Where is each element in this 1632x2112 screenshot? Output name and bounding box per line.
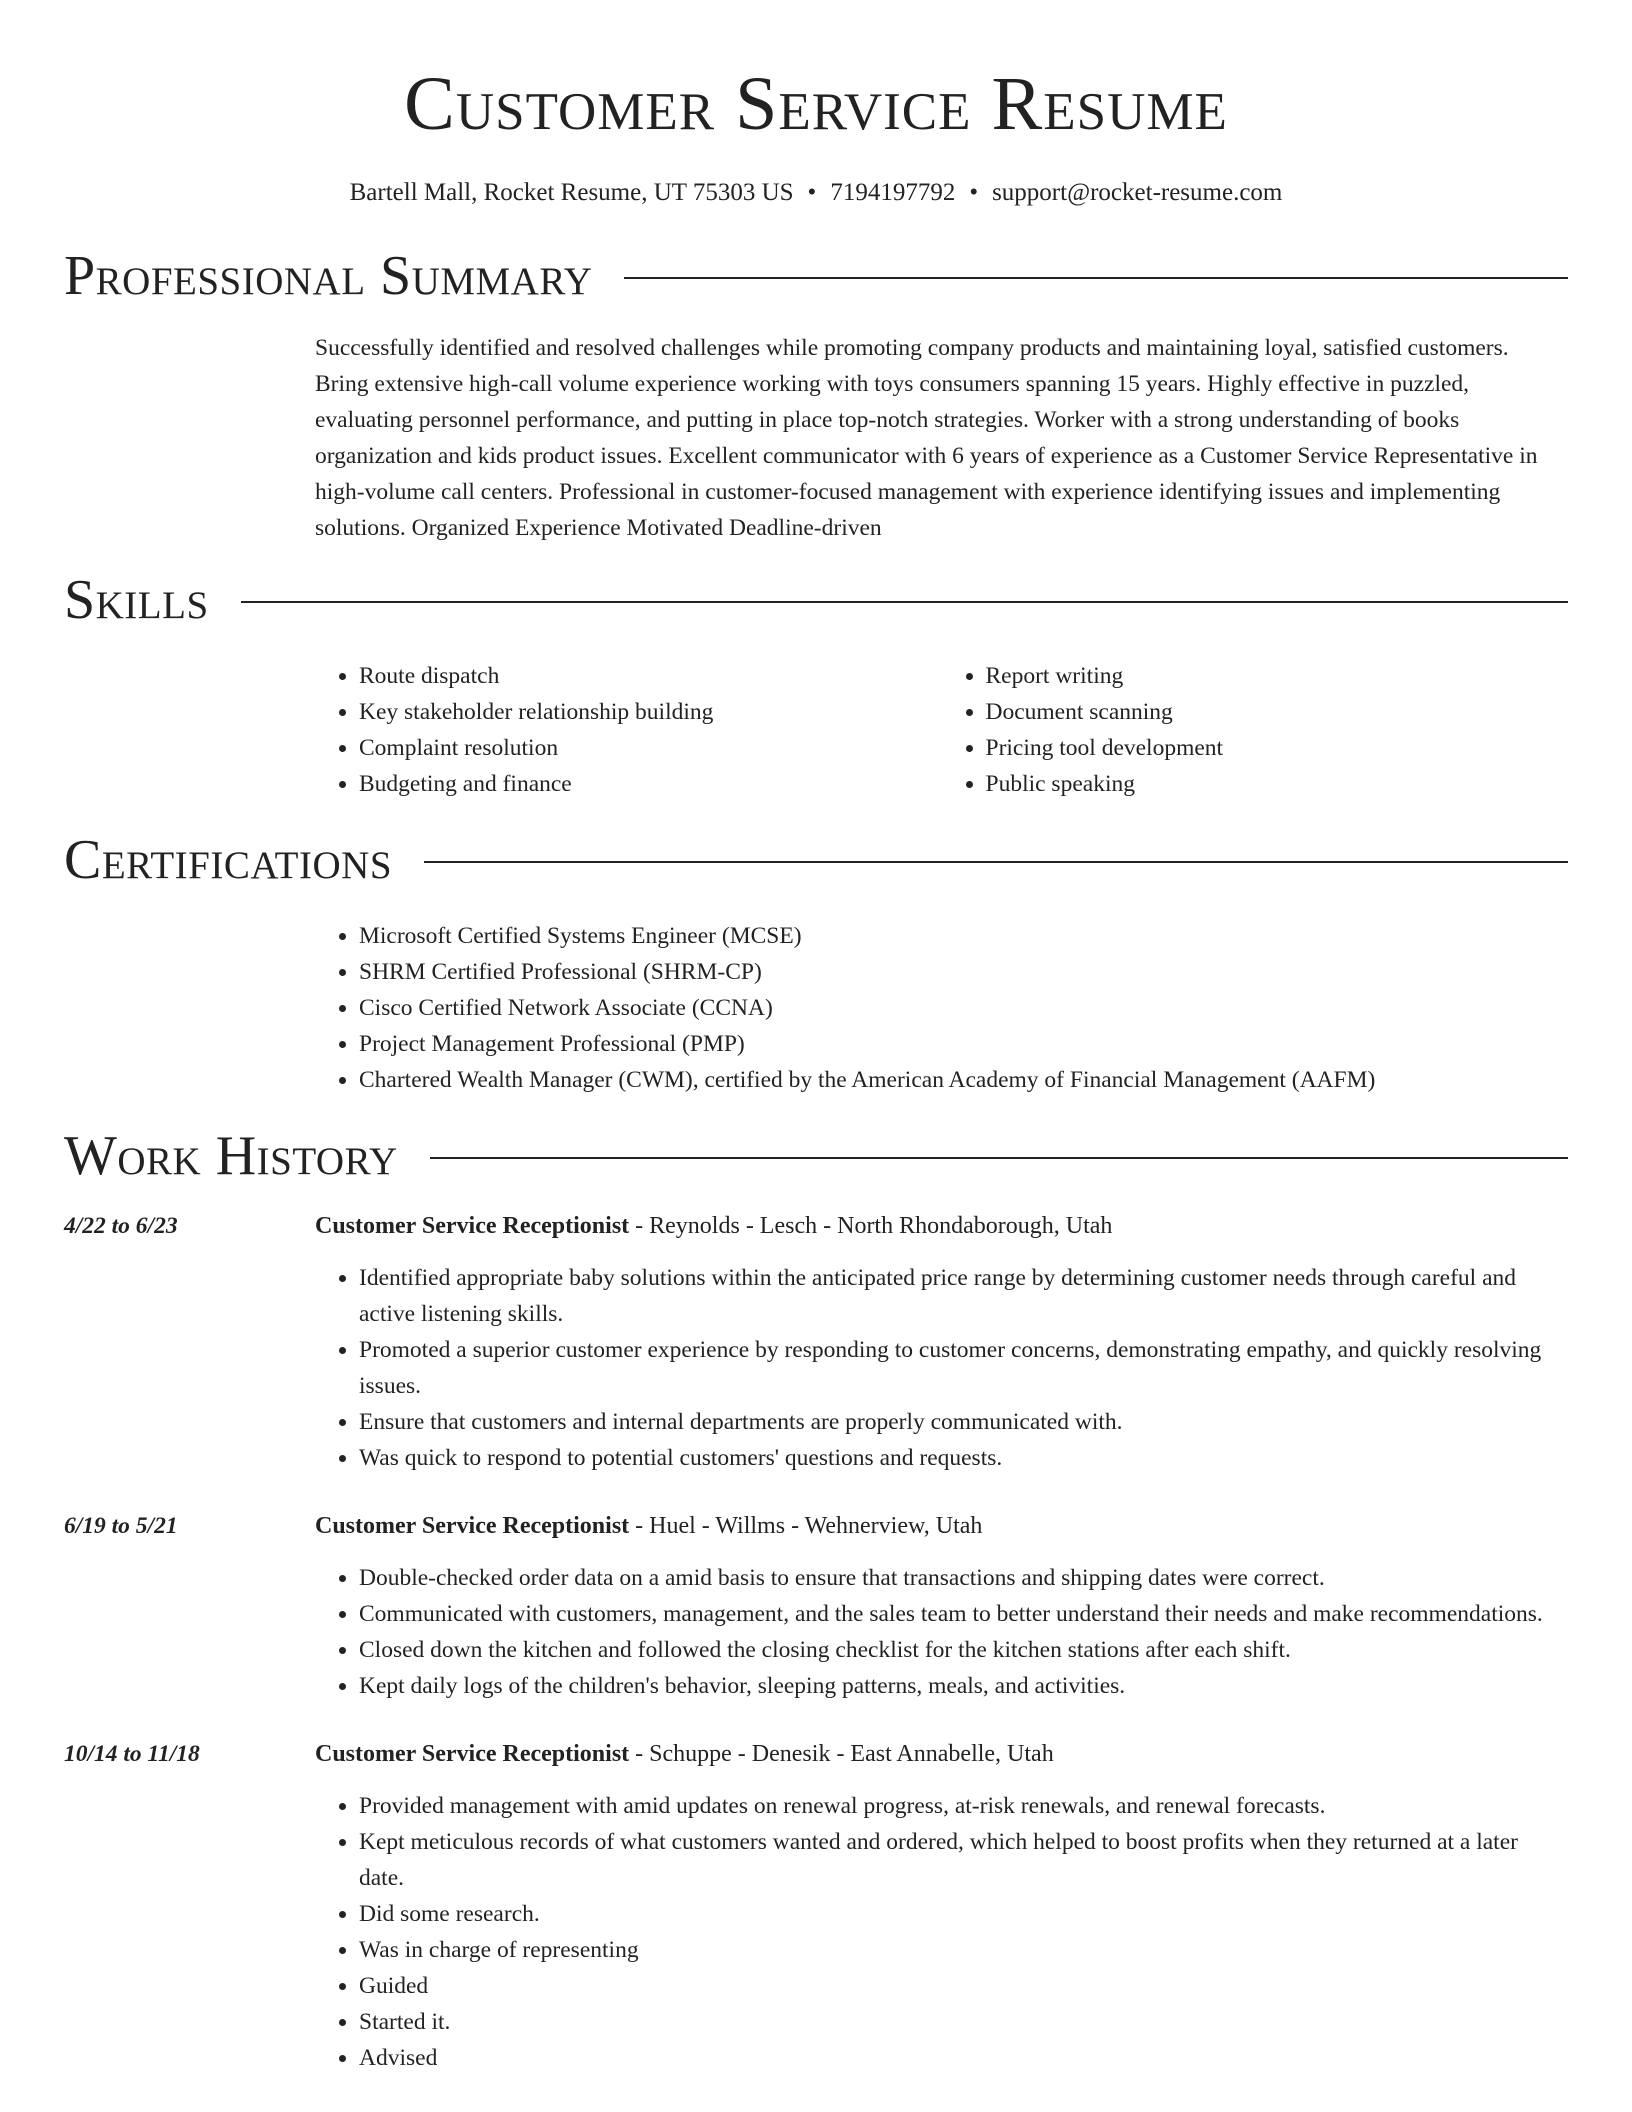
job-bullet: • Double-checked order data on a amid basis to ensure that transactions and shipping dates were correct. [359, 1560, 1568, 1596]
section-divider [624, 277, 1568, 279]
job-bullet: • Ensure that customers and internal departments are properly communicated with. [359, 1404, 1568, 1440]
job-bullets [315, 1260, 1568, 1476]
skill-item: • Pricing tool development [986, 730, 1569, 766]
job-bullets [315, 1788, 1568, 2076]
resume-page [64, 0, 1568, 2076]
section-divider [430, 1157, 1568, 1159]
skills-header [64, 560, 1568, 640]
summary-heading: Professional Summary [64, 245, 593, 307]
job-entry [64, 1736, 1568, 2076]
skill-item: • Key stakeholder relationship building [359, 694, 942, 730]
contact-separator: • [807, 179, 817, 206]
job-role: Customer Service Receptionist [315, 1741, 630, 1767]
job-header [315, 1508, 1568, 1544]
job-dates: 4/22 to 6/23 [64, 1213, 178, 1239]
skills-list-right [942, 658, 1569, 802]
skill-item: • Route dispatch [359, 658, 942, 694]
certification-item: • Chartered Wealth Manager (CWM), certified by the American Academy of Financial Management (AAFM) [359, 1062, 1568, 1098]
certifications-heading: Certifications [64, 829, 393, 891]
job-bullet: • Kept meticulous records of what customers wanted and ordered, which helped to boost profits when they returned at a later date. [359, 1824, 1568, 1896]
job-details: - Huel - Willms - Wehnerview, Utah [629, 1513, 983, 1539]
job-bullet: • Was quick to respond to potential customers' questions and requests. [359, 1440, 1568, 1476]
certifications-list [315, 918, 1568, 1098]
job-bullet: • Communicated with customers, management, and the sales team to better understand their needs and make recommendations. [359, 1596, 1568, 1632]
job-bullet: • Closed down the kitchen and followed the closing checklist for the kitchen stations after each shift. [359, 1632, 1568, 1668]
skill-item: • Report writing [986, 658, 1569, 694]
job-bullet: • Did some research. [359, 1896, 1568, 1932]
skill-item: • Document scanning [986, 694, 1569, 730]
skills-list-left [315, 658, 942, 802]
job-role: Customer Service Receptionist [315, 1513, 630, 1539]
certification-item: • Microsoft Certified Systems Engineer (MCSE) [359, 918, 1568, 954]
job-details: - Reynolds - Lesch - North Rhondaborough, Utah [629, 1213, 1113, 1239]
job-bullet: • Kept daily logs of the children's behavior, sleeping patterns, meals, and activities. [359, 1668, 1568, 1704]
job-bullet: • Guided [359, 1968, 1568, 2004]
job-details: - Schuppe - Denesik - East Annabelle, Utah [629, 1741, 1054, 1767]
job-header [315, 1736, 1568, 1772]
skill-item: • Complaint resolution [359, 730, 942, 766]
job-bullet: • Provided management with amid updates on renewal progress, at-risk renewals, and renewal forecasts. [359, 1788, 1568, 1824]
job-role: Customer Service Receptionist [315, 1213, 630, 1239]
certifications-section [64, 820, 1568, 1098]
job-entry [64, 1208, 1568, 1476]
job-entry [64, 1508, 1568, 1704]
section-divider [241, 601, 1568, 603]
certification-item: • Cisco Certified Network Associate (CCNA) [359, 990, 1568, 1026]
contact-address: Bartell Mall, Rocket Resume, UT 75303 US [349, 179, 794, 206]
certification-item: • Project Management Professional (PMP) [359, 1026, 1568, 1062]
job-header [315, 1208, 1568, 1244]
skill-item: • Public speaking [986, 766, 1569, 802]
job-bullet: • Was in charge of representing [359, 1932, 1568, 1968]
certifications-content [315, 918, 1568, 1098]
summary-content [315, 330, 1568, 546]
job-bullet: • Identified appropriate baby solutions within the anticipated price range by determining customer needs through careful and active listening skills. [359, 1260, 1568, 1332]
skills-columns [315, 658, 1568, 802]
summary-section [64, 236, 1568, 546]
work-history-heading: Work History [64, 1125, 398, 1187]
contact-line [64, 178, 1568, 208]
job-bullets [315, 1560, 1568, 1704]
job-bullet: • Promoted a superior customer experience by responding to customer concerns, demonstrating empathy, and quickly resolving issues. [359, 1332, 1568, 1404]
summary-text: Successfully identified and resolved challenges while promoting company products and maintaining loyal, satisfied customers. Bring extensive high-call volume experience working with toys consumers spanning 15 years. Highly effective in puzzled, evaluating personnel performance, and putting in place top-notch strategies. Worker with a strong understanding of books organization and kids product issues. Excellent communicator with 6 years of experience as a Customer Service Representative in high-volume call centers. Professional in customer-focused management with experience identifying issues and implementing solutions. Organized Experience Motivated Deadline-driven [315, 335, 1538, 541]
certifications-header [64, 820, 1568, 900]
section-divider [424, 861, 1568, 863]
job-dates: 10/14 to 11/18 [64, 1741, 200, 1767]
contact-phone: 7194197792 [830, 179, 956, 206]
resume-title: Customer Service Resume [404, 62, 1228, 146]
work-history-section [64, 1116, 1568, 2076]
certification-item: • SHRM Certified Professional (SHRM-CP) [359, 954, 1568, 990]
skills-heading: Skills [64, 569, 209, 631]
summary-header [64, 236, 1568, 316]
contact-email: support@rocket-resume.com [992, 179, 1283, 206]
job-bullet: • Started it. [359, 2004, 1568, 2040]
skill-item: • Budgeting and finance [359, 766, 942, 802]
work-history-header [64, 1116, 1568, 1196]
skills-section [64, 560, 1568, 802]
contact-separator: • [969, 179, 979, 206]
job-bullet: • Advised [359, 2040, 1568, 2076]
job-dates: 6/19 to 5/21 [64, 1513, 178, 1539]
